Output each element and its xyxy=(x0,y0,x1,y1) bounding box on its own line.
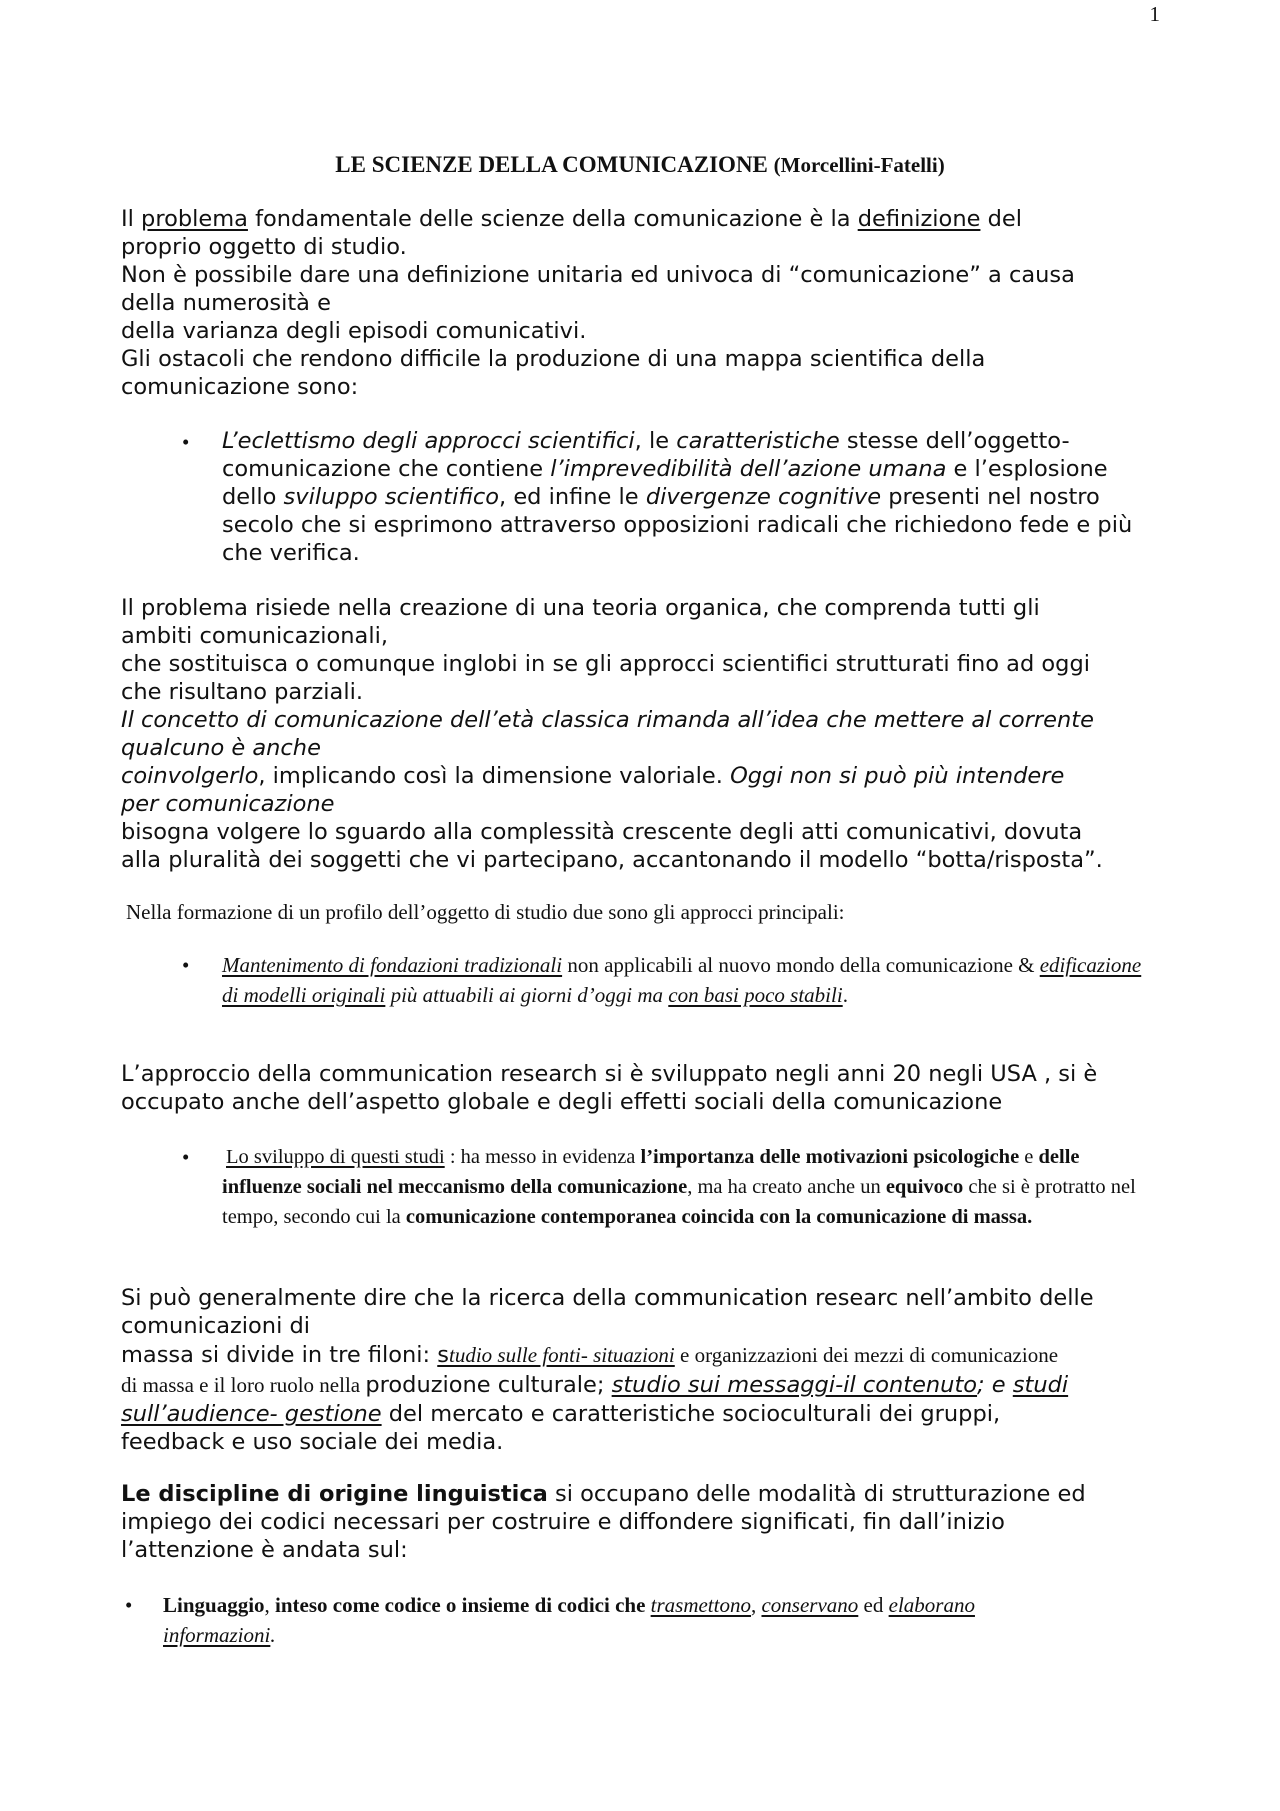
text: , ma ha creato anche un xyxy=(687,1176,886,1198)
text: del xyxy=(980,206,1022,232)
text: Oggi non si può più intendere xyxy=(730,763,1065,789)
text: , le xyxy=(634,428,677,454)
text: più attuabili ai giorni d’oggi ma xyxy=(385,983,669,1007)
bullet-marker: • xyxy=(182,1145,190,1169)
text: di massa e il loro ruolo nella xyxy=(121,1373,366,1397)
underlined-text: studi xyxy=(1012,1372,1069,1398)
text: produzione culturale; xyxy=(365,1372,612,1398)
text-line: comunicazione sono: xyxy=(121,374,359,400)
text-line: Il concetto di comunicazione dell’età classica rimanda all’idea che mettere al corrente xyxy=(121,707,1094,733)
text: . xyxy=(270,1623,276,1647)
title-main: LE SCIENZE DELLA COMUNICAZIONE xyxy=(335,152,768,177)
text-line: Non è possibile dare una definizione unitaria ed univoca di “comunicazione” a causa xyxy=(121,262,1075,288)
list-item xyxy=(222,950,1157,1010)
underlined-text: Lo sviluppo di questi studi xyxy=(226,1146,445,1168)
page-title xyxy=(0,152,1280,178)
text: divergenze cognitive xyxy=(645,484,882,510)
underlined-text: Mantenimento di fondazioni tradizionali xyxy=(222,953,563,977)
text: l’importanza delle motivazioni psicologiche xyxy=(640,1146,1020,1168)
text: e organizzazioni dei mezzi di comunicazione xyxy=(674,1343,1059,1367)
text: Linguaggio xyxy=(163,1593,265,1617)
text: , implicando così la dimensione valoriale. xyxy=(258,763,731,789)
bullet-marker: • xyxy=(182,953,190,977)
underlined-text: elaborano xyxy=(888,1593,975,1617)
underlined-text: sull’audience- gestione xyxy=(121,1401,382,1427)
underlined-text: studio sui messaggi-il contenuto xyxy=(611,1372,978,1398)
text: e l’esplosione dello xyxy=(222,456,1108,510)
problem-paragraph xyxy=(121,594,1171,874)
text-line: Il problema risiede nella creazione di una teoria organica, che comprenda tutti gli xyxy=(121,595,1040,621)
text-line: l’attenzione è andata sul: xyxy=(121,1537,408,1563)
text-line: qualcuno è anche xyxy=(121,735,321,761)
underlined-text: tudio sulle fonti- situazioni xyxy=(449,1343,675,1367)
text-line: proprio oggetto di studio. xyxy=(121,234,407,260)
text: , xyxy=(264,1593,276,1617)
text: fondamentale delle scienze della comunicazione è la xyxy=(247,206,858,232)
text-line: che risultano parziali. xyxy=(121,679,363,705)
text: non applicabili al nuovo mondo della comunicazione & xyxy=(562,953,1040,977)
text: massa si divide in tre filoni: xyxy=(121,1342,438,1368)
text-line: che sostituisca o comunque inglobi in se gli approcci scientifici strutturati fino ad oggi xyxy=(121,651,1090,677)
approaches-intro: Nella formazione di un profilo dell’oggetto di studio due sono gli approcci principali: xyxy=(126,900,845,924)
text: L’eclettismo degli approcci scientifici xyxy=(222,428,635,454)
underlined-text: trasmettono xyxy=(650,1593,751,1617)
text-line: della varianza degli episodi comunicativi. xyxy=(121,318,587,344)
text: si occupano delle modalità di strutturazione ed xyxy=(547,1481,1086,1507)
text-line: Gli ostacoli che rendono difficile la produzione di una mappa scientifica della xyxy=(121,346,986,372)
text: coinvolgerlo xyxy=(121,763,259,789)
list-item xyxy=(163,1590,1121,1650)
text-line: impiego dei codici necessari per costruire e diffondere significati, fin dall’inizio xyxy=(121,1509,1005,1535)
bullet-marker: • xyxy=(182,430,190,454)
text: ed xyxy=(858,1593,889,1617)
underlined-text: edificazione di modelli originali xyxy=(222,953,1142,1007)
text-line: L’approccio della communication research si è sviluppato negli anni 20 negli USA , si è xyxy=(121,1061,1098,1087)
underlined-word: definizione xyxy=(857,206,981,232)
text: : ha messo in evidenza xyxy=(444,1146,641,1168)
text: del mercato e caratteristiche socioculturali dei gruppi, xyxy=(381,1401,1001,1427)
text: sviluppo scientifico xyxy=(283,484,500,510)
text-line: Si può generalmente dire che la ricerca della communication researc nell’ambito delle xyxy=(121,1285,1094,1311)
text-line: occupato anche dell’aspetto globale e degli effetti sociali della comunicazione xyxy=(121,1089,1003,1115)
text-line: ambiti comunicazionali, xyxy=(121,623,388,649)
text: che si è protratto nel tempo, secondo cui la xyxy=(222,1176,1136,1228)
text: comunicazione contemporanea coincida con la comunicazione di massa. xyxy=(405,1206,1033,1228)
text: inteso come codice o insieme di codici che xyxy=(275,1593,651,1617)
text: presenti nel nostro secolo che si esprimono attraverso opposizioni radicali che richiedono fede e più che verifica. xyxy=(222,484,1133,566)
linguistic-disciplines-paragraph xyxy=(121,1480,1171,1564)
text: Il xyxy=(121,206,142,232)
text: Le discipline di origine linguistica xyxy=(121,1481,548,1507)
text-line: bisogna volgere lo sguardo alla complessità crescente degli atti comunicativi, dovuta xyxy=(121,819,1083,845)
underlined-text: conservano xyxy=(761,1593,859,1617)
underlined-text: informazioni xyxy=(163,1623,271,1647)
communication-research-paragraph xyxy=(121,1060,1171,1116)
text-line: della numerosità e xyxy=(121,290,331,316)
underlined-text: s xyxy=(437,1342,449,1368)
underlined-text: con basi poco stabili xyxy=(668,983,843,1007)
bullet-list-approaches xyxy=(182,950,1157,1010)
text: delle influenze sociali nel meccanismo della comunicazione xyxy=(222,1146,1080,1198)
bullet-list-studies xyxy=(182,1142,1157,1232)
page-number: 1 xyxy=(1149,2,1160,26)
text: e xyxy=(1019,1146,1039,1168)
text-line: feedback e uso sociale dei media. xyxy=(121,1429,504,1455)
text: , xyxy=(750,1593,762,1617)
text-line: comunicazioni di xyxy=(121,1313,311,1339)
text: . xyxy=(842,983,848,1007)
underlined-word: problema xyxy=(141,206,248,232)
intro-paragraph xyxy=(121,205,1171,401)
text: l’imprevedibilità dell’azione umana xyxy=(550,456,947,482)
text: ; e xyxy=(977,1372,1013,1398)
research-filoni-paragraph xyxy=(121,1284,1171,1456)
text: , ed infine le xyxy=(499,484,646,510)
text: equivoco xyxy=(885,1176,964,1198)
bullet-marker: • xyxy=(125,1593,133,1617)
list-item xyxy=(222,427,1152,567)
bullet-list-language xyxy=(121,1590,1121,1650)
text: caratteristiche xyxy=(676,428,840,454)
text: stesse dell’oggetto-comunicazione che contiene xyxy=(222,428,1070,482)
title-authors: (Morcellini-Fatelli) xyxy=(773,153,945,177)
text-line: alla pluralità dei soggetti che vi partecipano, accantonando il modello “botta/risposta”. xyxy=(121,847,1103,873)
text-line: per comunicazione xyxy=(121,791,335,817)
bullet-list-obstacles xyxy=(182,427,1152,567)
list-item xyxy=(222,1142,1157,1232)
